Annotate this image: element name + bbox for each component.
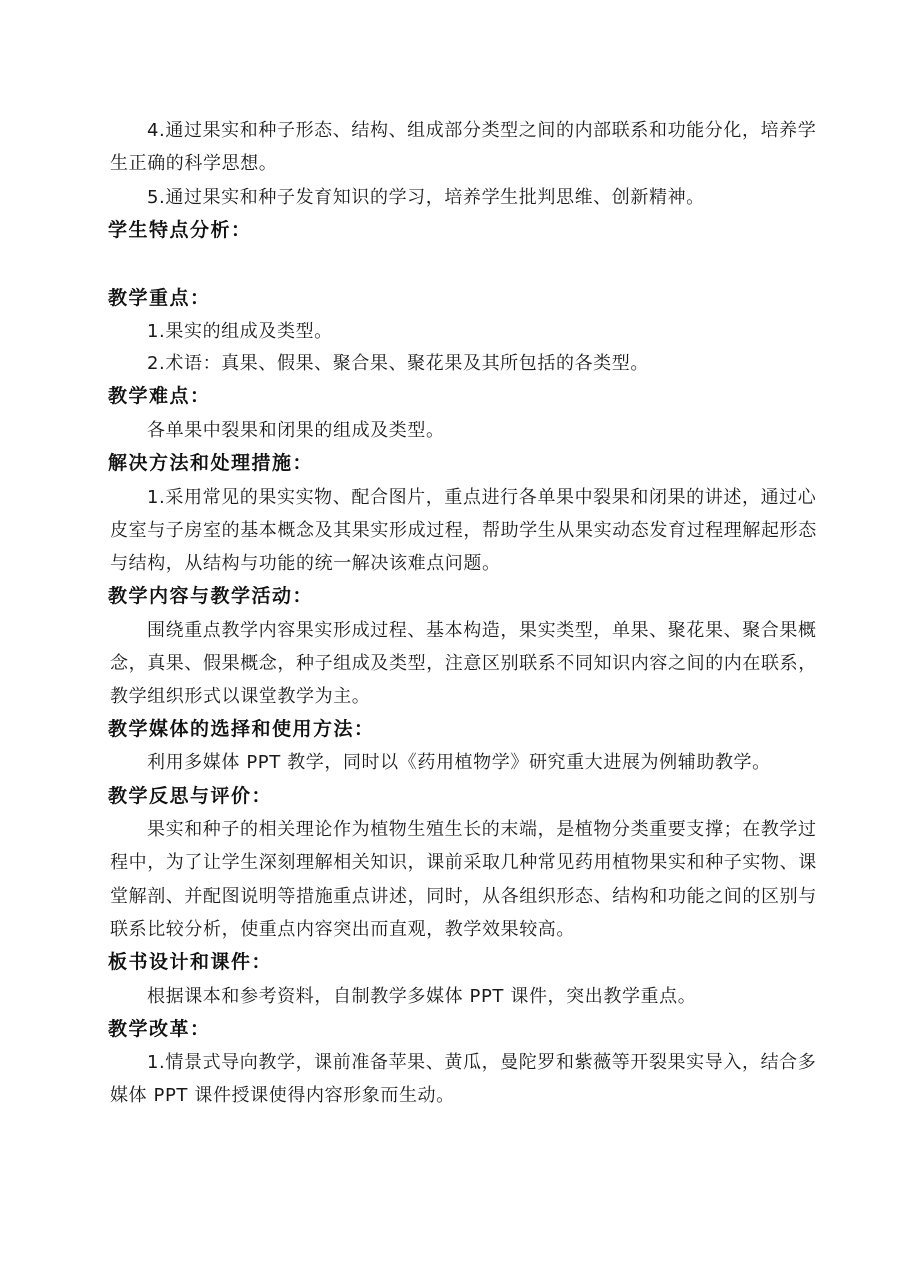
objective-5: 5.通过果实和种子发育知识的学习，培养学生批判思维、创新精神。 (147, 187, 705, 208)
solutions-line-3: 与结构，从结构与功能的统一解决该难点问题。 (110, 553, 501, 574)
reform-heading: 教学改革： (108, 1018, 211, 1040)
content-activities-line-2: 念，真果、假果概念，种子组成及类型，注意区别联系不同知识内容之间的内在联系， (110, 653, 817, 674)
key-points-heading: 教学重点： (108, 287, 211, 309)
content-activities-heading: 教学内容与教学活动： (108, 585, 314, 607)
media-text: 利用多媒体 PPT 教学，同时以《药用植物学》研究重大进展为例辅助教学。 (147, 752, 771, 773)
reflection-line-3: 堂解剖、并配图说明等措施重点讲述，同时，从各组织形态、结构和功能之间的区别与 (110, 886, 817, 907)
objective-4-line-2: 生正确的科学思想。 (110, 153, 278, 174)
student-analysis-heading: 学生特点分析： (108, 219, 252, 241)
difficulties-text: 各单果中裂果和闭果的组成及类型。 (147, 420, 445, 441)
board-design-heading: 板书设计和课件： (108, 951, 273, 973)
solutions-line-1: 1.采用常见的果实实物、配合图片，重点进行各单果中裂果和闭果的讲述，通过心 (147, 487, 817, 508)
content-activities-line-1: 围绕重点教学内容果实形成过程、基本构造，果实类型，单果、聚花果、聚合果概 (147, 620, 817, 641)
key-point-2: 2.术语：真果、假果、聚合果、聚花果及其所包括的各类型。 (147, 353, 649, 374)
reform-line-1: 1.情景式导向教学，课前准备苹果、黄瓜，曼陀罗和紫薇等开裂果实导入，结合多 (147, 1052, 817, 1073)
difficulties-heading: 教学难点： (108, 385, 211, 407)
key-point-1: 1.果实的组成及类型。 (147, 321, 333, 342)
solutions-line-2: 皮室与子房室的基本概念及其果实形成过程，帮助学生从果实动态发育过程理解起形态 (110, 520, 817, 541)
objective-4-line-1: 4.通过果实和种子形态、结构、组成部分类型之间的内部联系和功能分化，培养学 (147, 120, 817, 141)
reflection-line-1: 果实和种子的相关理论作为植物生殖生长的末端，是植物分类重要支撑；在教学过 (147, 819, 817, 840)
reform-line-2: 媒体 PPT 课件授课使得内容形象而生动。 (110, 1085, 455, 1106)
solutions-heading: 解决方法和处理措施： (108, 452, 314, 474)
board-design-text: 根据课本和参考资料，自制教学多媒体 PPT 课件，突出教学重点。 (147, 986, 697, 1007)
media-heading: 教学媒体的选择和使用方法： (108, 718, 375, 740)
content-activities-line-3: 教学组织形式以课堂教学为主。 (110, 686, 371, 707)
reflection-heading: 教学反思与评价： (108, 785, 273, 807)
reflection-line-2: 程中，为了让学生深刻理解相关知识，课前采取几种常见药用植物果实和种子实物、课 (110, 852, 817, 873)
reflection-line-4: 联系比较分析，使重点内容突出而直观，教学效果较高。 (110, 919, 575, 940)
